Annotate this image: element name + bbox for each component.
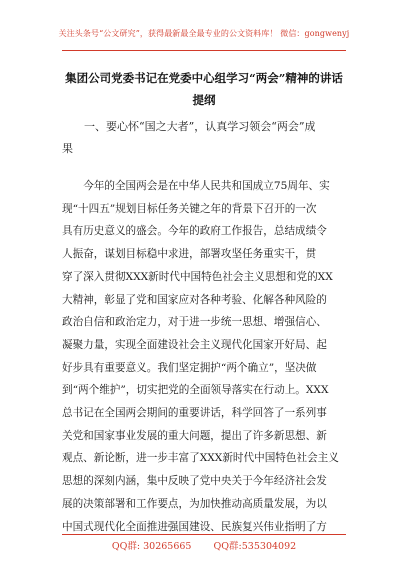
body-line: 今年的全国两会是在中华人民共和国成立75周年、实 bbox=[83, 180, 330, 192]
footer-divider bbox=[62, 534, 346, 535]
body-line: 人振奋，谋划目标稳中求进，部署攻坚任务重实干，贯 bbox=[62, 248, 317, 261]
body-line: 具有历史意义的盛会。今年的政府工作报告，总结成绩令 bbox=[62, 225, 327, 238]
body-line: 展的决策部署和工作要点，为加快推动高质量发展，为以 bbox=[62, 497, 327, 510]
footer-qq-group-1: QQ群: 30265665 bbox=[111, 541, 192, 552]
footer-contact bbox=[0, 538, 408, 552]
body-line: 总书记在全国两会期间的重要讲话，科学回答了一系列事 bbox=[62, 407, 327, 420]
body-line: 凝聚力量，实现全面建设社会主义现代化国家开好局、起 bbox=[62, 338, 327, 351]
section-heading-line: 果 bbox=[62, 142, 73, 155]
header-divider bbox=[62, 50, 346, 51]
section-heading bbox=[62, 116, 348, 160]
header-promo-text: 关注头条号“公文研究”，获得最新最全最专业的公文资料库！ 微信：gongwenyj bbox=[58, 29, 350, 38]
section-heading-line: 一、要心怀“国之大者”，认真学习领会“两会”成 bbox=[84, 120, 316, 133]
body-line: 思想的深刻内涵，集中反映了党中央关于今年经济社会发 bbox=[62, 475, 327, 488]
body-line: 现“十四五”规划目标任务关键之年的背景下召开的一次 bbox=[62, 202, 317, 215]
page-header bbox=[0, 0, 408, 52]
document-title-line: 提纲 bbox=[192, 93, 216, 107]
body-line: 穿了深入贯彻XXX新时代中国特色社会主义思想和党的XX bbox=[62, 270, 333, 283]
body-line: 政治自信和政治定力，对于进一步统一思想、增强信心、 bbox=[62, 316, 327, 329]
document-title-line: 集团公司党委书记在党委中心组学习“两会”精神的讲话 bbox=[65, 71, 343, 85]
body-line: 好步具有重要意义。我们坚定拥护“两个确立”，坚决做 bbox=[62, 361, 317, 374]
footer-qq-group-2: QQ群:535304092 bbox=[213, 541, 297, 552]
body-line: 中国式现代化全面推进强国建设、民族复兴伟业指明了方 bbox=[62, 520, 327, 533]
body-line: 观点、新论断，进一步丰富了XXX新时代中国特色社会主义 bbox=[62, 452, 339, 465]
page-footer bbox=[0, 534, 408, 580]
body-line: 到“两个维护”，切实把党的全面领导落实在行动上。XXX bbox=[62, 384, 329, 397]
body-line: 关党和国家事业发展的重大问题，提出了许多新思想、新 bbox=[62, 429, 327, 442]
body-line: 大精神，彰显了党和国家应对各种考验、化解各种风险的 bbox=[62, 293, 327, 306]
document-title bbox=[62, 67, 346, 111]
body-paragraph bbox=[62, 175, 348, 538]
